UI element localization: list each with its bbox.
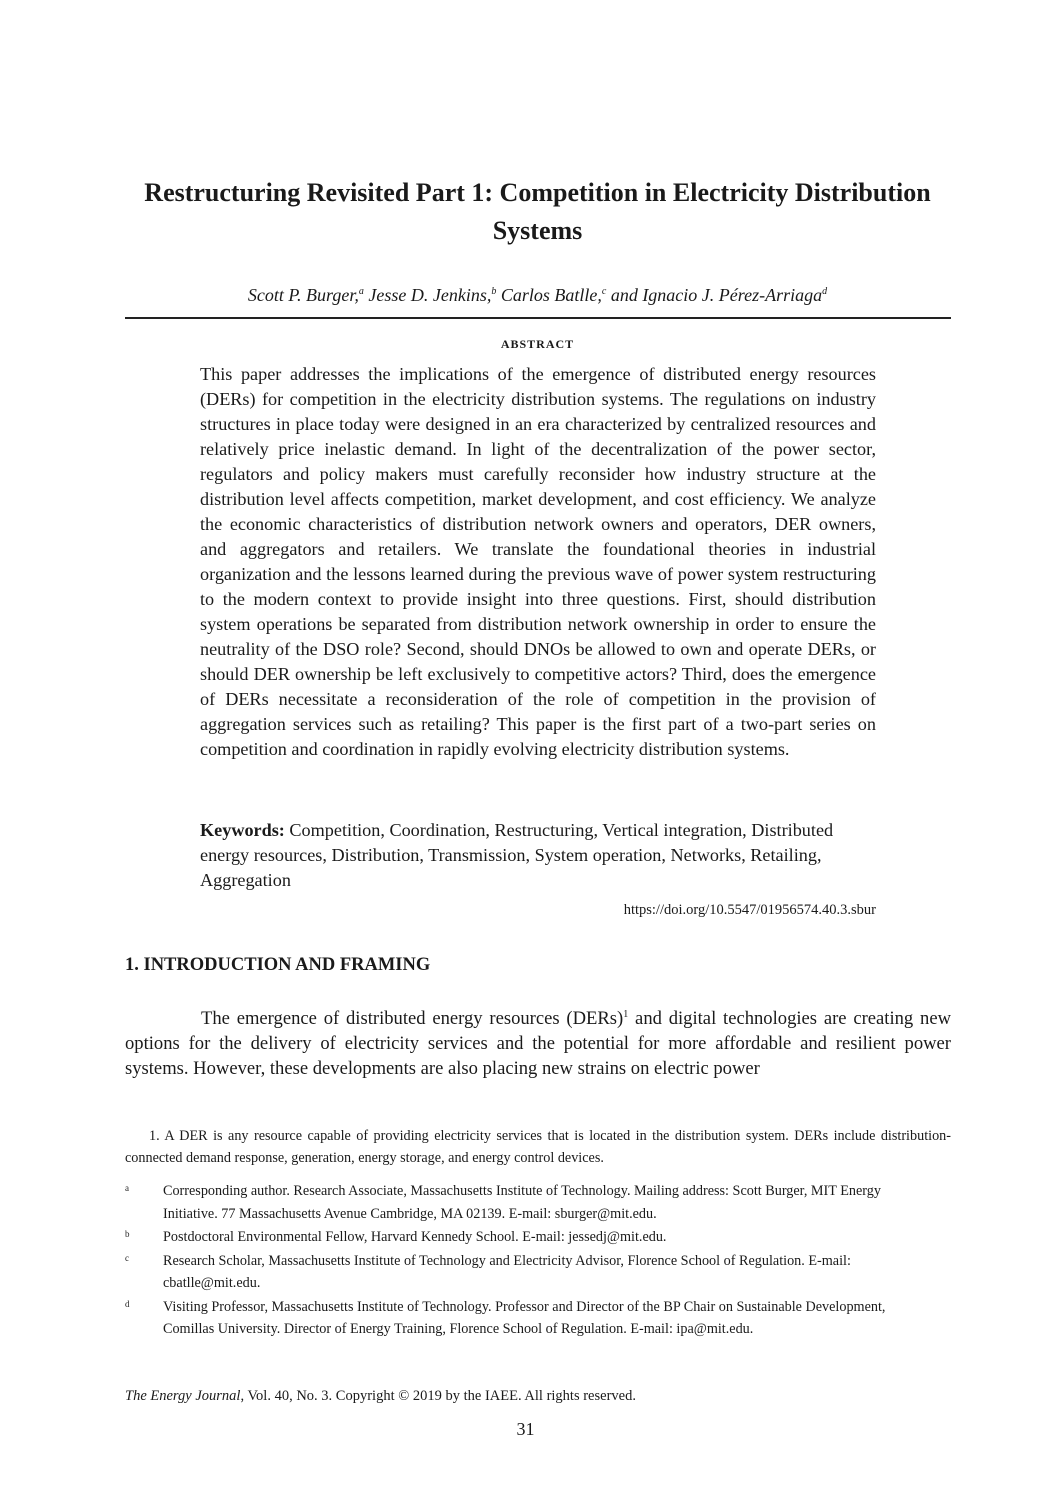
- intro-text-continued: and digital technologies are creating new options for the delivery of electricity services and the potential for more affordable and resilient power systems. However, these developments are also placing new strains on electric power: [125, 1008, 952, 1079]
- affiliation-item: [125, 1250, 951, 1295]
- affiliation-text: Postdoctoral Environmental Fellow, Harvard Kennedy School. E-mail: jessedj@mit.edu.: [163, 1229, 667, 1245]
- author-name: Scott P. Burger,: [247, 285, 359, 305]
- section-heading: 1. INTRODUCTION AND FRAMING: [125, 955, 431, 975]
- affiliation-mark: c: [601, 286, 607, 297]
- footnote-number: 1.: [149, 1128, 160, 1144]
- affiliation-mark: c: [125, 1252, 129, 1263]
- author-line: [125, 284, 950, 306]
- footnote-ref[interactable]: 1: [623, 1008, 629, 1020]
- page-number: 31: [516, 1419, 535, 1439]
- author-name: Jesse D. Jenkins,: [363, 285, 492, 305]
- intro-paragraph: [125, 1006, 951, 1081]
- affiliation-mark: d: [822, 286, 828, 297]
- author-name: and Ignacio J. Pérez-Arriaga: [606, 285, 823, 305]
- affiliation-text: Visiting Professor, Massachusetts Institute of Technology. Professor and Director of the BP Chair on Sustainable Development, Comillas University. Director of Energy Training, Florence School of Regulation. E-mail: ipa@mit.edu.: [163, 1298, 886, 1337]
- doi-link[interactable]: https://doi.org/10.5547/01956574.40.3.sbur: [623, 902, 876, 918]
- keywords: [200, 818, 876, 893]
- abstract-body: This paper addresses the implications of the emergence of distributed energy resources (DERs) for competition in the electricity distribution systems. The regulations on industry structures in place today were designed in an era characterized by centralized resources and relatively price inelastic demand. In light of the decentralization of the power sector, regulators and policy makers must carefully reconsider how industry structure at the distribution level affects competition, market development, and cost efficiency. We analyze the economic characteristics of distribution network owners and operators, DER owners, and aggregators and retailers. We translate the foundational theories in industrial organization and the lessons learned during the previous wave of power system restructuring to the modern context to provide insight into three questions. First, should distribution system operations be separated from distribution network ownership in order to ensure the neutrality of the DSO role? Second, should DNOs be allowed to own and operate DERs, or should DER ownership be left exclusively to competitive actors? Third, does the emergence of DERs necessitate a reconsideration of the role of competition in the provision of aggregation services such as retailing? This paper is the first part of a two-part series on competition and coordination in rapidly evolving electricity distribution systems.: [200, 364, 876, 759]
- journal-name: The Energy Journal: [125, 1388, 241, 1404]
- affiliation-item: [125, 1226, 951, 1249]
- abstract-heading: ABSTRACT: [500, 337, 575, 351]
- affiliation-text: Research Scholar, Massachusetts Institute of Technology and Electricity Advisor, Florence School of Regulation. E-mail: cbatlle@mit.edu.: [163, 1252, 851, 1291]
- affiliation-mark: b: [125, 1229, 130, 1239]
- affiliation-item: [125, 1296, 951, 1341]
- affiliation-list: [125, 1180, 951, 1342]
- footnote-text: A DER is any resource capable of providing electricity services that is located in the distribution system. DERs include distribution-connected demand response, generation, energy storage, and energy control devices.: [125, 1128, 951, 1166]
- intro-text: The emergence of distributed energy resources (DERs): [201, 1008, 624, 1029]
- affiliation-mark: a: [125, 1183, 129, 1193]
- title-divider: [125, 317, 951, 319]
- keywords-text: Competition, Coordination, Restructuring, Vertical integration, Distributed energy resources, Distribution, Transmission, System operation, Networks, Retailing, Aggregation: [200, 820, 834, 890]
- affiliation-text: Corresponding author. Research Associate, Massachusetts Institute of Technology. Mailing address: Scott Burger, MIT Energy Initiative. 77 Massachusetts Avenue Cambridge, MA 02139. E-mail: sburger@mit.edu.: [163, 1183, 881, 1222]
- journal-citation: [125, 1386, 636, 1406]
- affiliation-item: [125, 1180, 951, 1225]
- affiliation-mark: d: [125, 1298, 130, 1309]
- author-name: Carlos Batlle,: [496, 285, 602, 305]
- journal-details: , Vol. 40, No. 3. Copyright © 2019 by the IAEE. All rights reserved.: [240, 1388, 636, 1404]
- affiliation-mark: a: [358, 286, 364, 297]
- paper-title: Restructuring Revisited Part 1: Competition in Electricity Distribution Systems: [144, 178, 931, 245]
- footnote-1: [125, 1125, 951, 1169]
- affiliation-mark: b: [491, 286, 497, 297]
- keywords-label: Keywords:: [200, 820, 285, 840]
